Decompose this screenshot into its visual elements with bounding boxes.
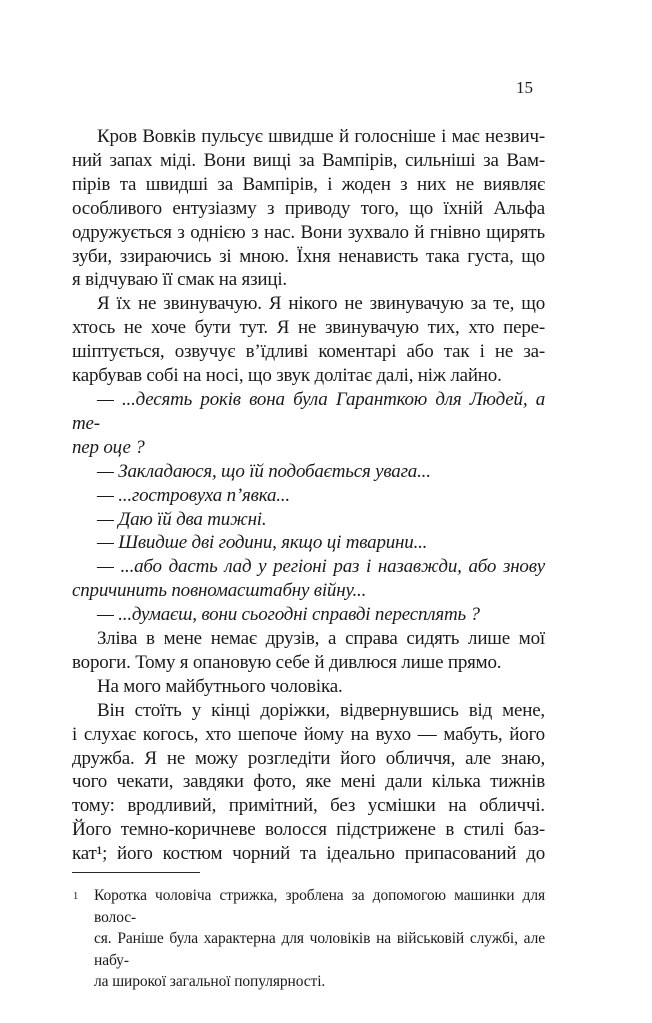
text-line: Коротка чоловіча стрижка, зроблена за допомогою машинки для волос- [94,887,545,926]
text-line: одружується з однією з нас. Вони зухвало й гнівно щирять [72,221,545,243]
text-line: ла широкої загальної популярності. [94,973,326,991]
dialogue-paragraph [72,555,545,603]
paragraph [72,627,545,675]
text-line: Зліва в мене немає друзів, а справа сидять лише мої [97,628,545,650]
text-line: — ...або дасть лад у регіоні раз і назавжди, або знову [97,556,545,578]
text-line: ся. Раніше була характерна для чоловіків на військовій службі, але набу- [94,930,545,969]
text-line: карбував собі на носі, що звук долітає далі, ніж лайно. [72,365,502,387]
text-line: вороги. Тому я опановую себе й дивлюся лише прямо. [72,651,502,673]
text-line: Я їх не звинувачую. Я нікого не звинувачую за те, що [97,293,545,315]
text-line: Він стоїть у кінці доріжки, відвернувшись від мене, [97,699,545,721]
text-line: — ...десять років вона була Гаранткою для Людей, а те- [72,388,545,434]
text-line: кат¹; його костюм чорний та ідеально припасований до [72,843,545,865]
text-line: — ...гостровуха п’явка... [97,484,290,506]
text-line: хтось не хоче бути тут. Я не звинувачую тих, хто пере- [72,317,545,339]
footnote-marker: 1 [73,891,79,903]
text-line: Кров Вовків пульсує швидше й голосніше і має незвич- [97,126,545,147]
text-line: — Закладаюся, що їй подобається увага... [97,460,431,482]
text-line: шіптується, озвучує в’їдливі коментарі або так і не за- [72,341,545,363]
footnote [72,872,545,993]
text-line: пер оце ? [72,436,145,458]
text-line: дружба. Я не можу розгледіти його обличчя, але знаю, [72,747,545,769]
text-line: — Швидше дві години, якщо ці тварини... [97,532,428,554]
text-line: зуби, ззираючись зі мною. Їхня ненависть така густа, що [72,245,545,267]
text-line: ний запах міді. Вони вищі за Вампірів, сильніші за Вам- [72,149,545,171]
body-text [72,125,545,866]
footnote-body [72,885,545,993]
paragraph [72,125,545,292]
footnote-rule [72,872,200,873]
text-line: — Даю їй два тижні. [97,508,267,530]
text-line: я відчуваю її смак на язиці. [72,269,287,291]
text-line: спричинить повномасштабну війну... [72,580,367,602]
footnote-paragraph [94,885,545,993]
dialogue-paragraph [72,508,545,532]
text-line: На мого майбутнього чоловіка. [97,675,343,697]
dialogue-paragraph [72,531,545,555]
dialogue-paragraph [72,484,545,508]
dialogue-paragraph [72,388,545,460]
dialogue-paragraph [72,603,545,627]
text-line: чого чекати, завдяки фото, яке мені дали кілька тижнів [72,771,545,793]
dialogue-paragraph [72,460,545,484]
text-line: Його темно-коричневе волосся підстрижене в стилі баз- [72,819,545,841]
paragraph [72,292,545,388]
text-line: і слухає когось, хто шепоче йому на вухо — мабуть, його [72,723,545,745]
text-line: тому: вродливий, примітний, без усмішки на обличчі. [72,795,545,817]
text-line: пірів та швидші за Вампірів, і жоден з них не виявляє [72,173,545,195]
paragraph [72,699,545,866]
paragraph [72,675,545,699]
page-header [72,0,545,98]
page-number: 15 [516,78,533,97]
text-line: особливого ентузіазму з приводу того, що їхній Альфа [72,197,545,219]
text-line: — ...думаєш, вони сьогодні справді пересплять ? [97,604,480,626]
footnote-text [94,885,545,993]
